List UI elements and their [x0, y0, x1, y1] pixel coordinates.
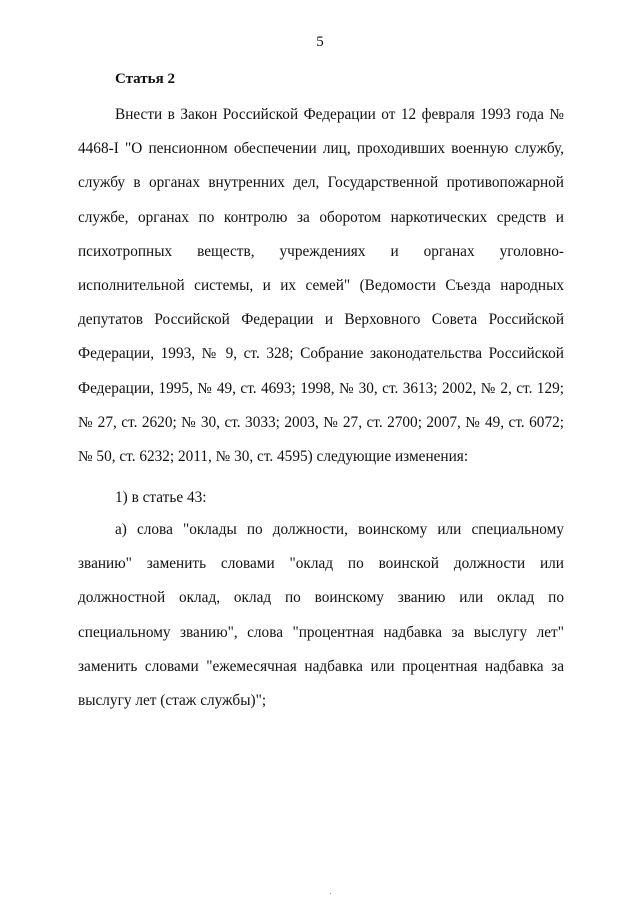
- scan-artifact-dot: [330, 893, 331, 894]
- article-intro-block: [78, 98, 564, 474]
- article-title: Статья 2: [115, 71, 175, 87]
- item-1a-block: [78, 513, 564, 718]
- page-number: 5: [316, 34, 324, 50]
- article-intro-paragraph: Внести в Закон Российской Федерации от 12 февраля 1993 года № 4468-I "О пенсионном обеспечении лиц, проходивших военную службу, службу в органах внутренних дел, Государственной противопожарной службе, органах по контролю за оборотом наркотических средств и психотропных веществ, учреждениях и органах уголовно-исполнительной системы, и их семей" (Ведомости Съезда народных депутатов Российской Федерации и Верховного Совета Российской Федерации, 1993, № 9, ст. 328; Собрание законодательства Российской Федерации, 1995, № 49, ст. 4693; 1998, № 30, ст. 3613; 2002, № 2, ст. 129; № 27, ст. 2620; № 30, ст. 3033; 2003, № 27, ст. 2700; 2007, № 49, ст. 6072; № 50, ст. 6232; 2011, № 30, ст. 4595) следующие изменения:: [78, 106, 564, 466]
- item-1a-paragraph: а) слова "оклады по должности, воинскому или специальному званию" заменить словами "оклад по воинской должности или должностной оклад, оклад по воинскому званию или оклад по специальному званию", слова "процентная надбавка за выслугу лет" заменить словами "ежемесячная надбавка или процентная надбавка за выслугу лет (стаж службы)";: [78, 521, 564, 710]
- item-1-paragraph: 1) в статье 43:: [115, 489, 207, 506]
- item-1-block: [78, 481, 564, 515]
